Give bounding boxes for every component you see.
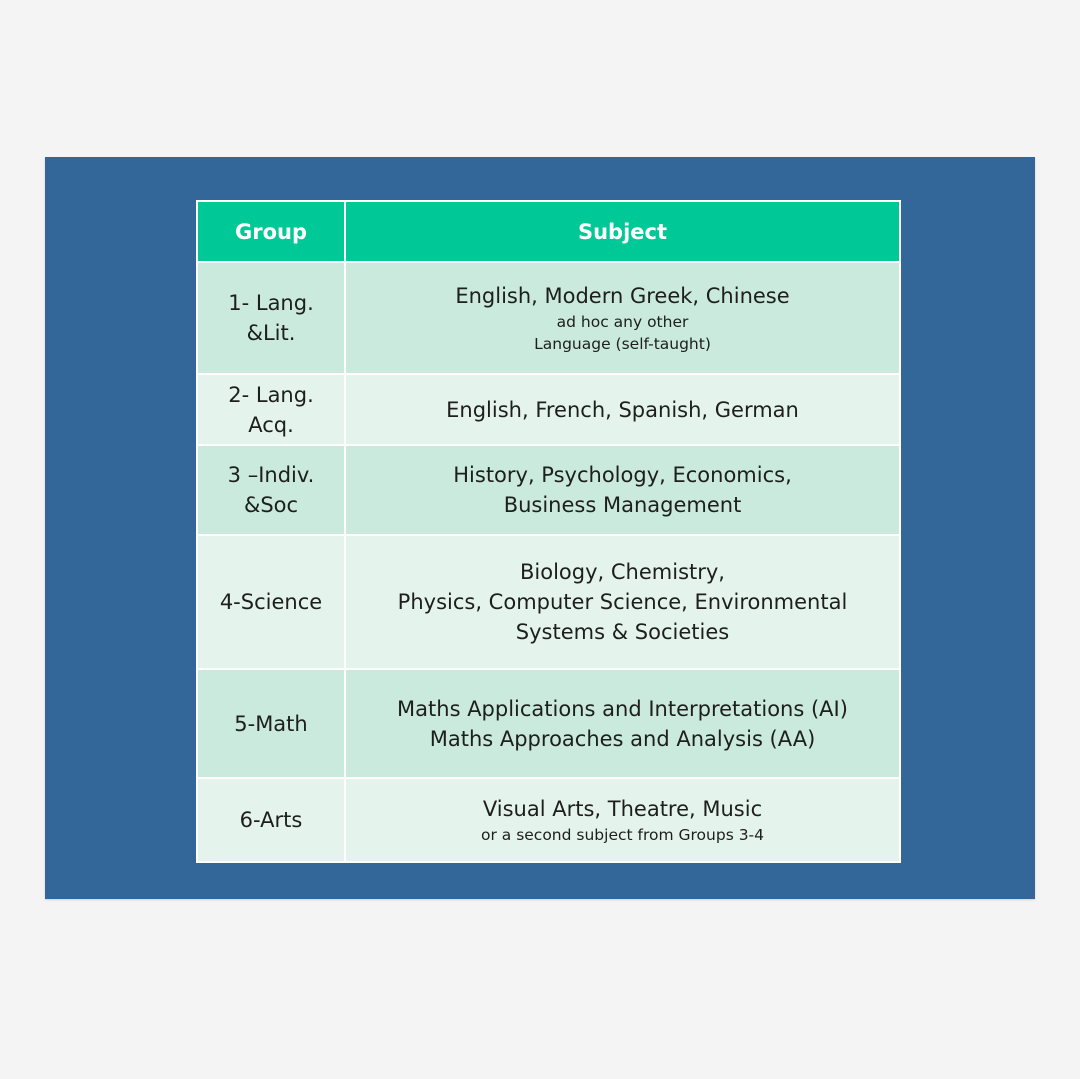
table-row — [197, 374, 900, 445]
group-cell — [197, 445, 345, 535]
subject-text: Maths Applications and Interpretations (AI) — [397, 696, 848, 721]
table-header-row — [197, 201, 900, 262]
table-row — [197, 778, 900, 862]
group-cell — [197, 778, 345, 862]
subject-text: English, Modern Greek, Chinese — [455, 284, 790, 308]
group-label: 4-Science — [219, 590, 323, 614]
group-column-header: Group — [197, 201, 345, 262]
table-row — [197, 535, 900, 669]
subject-text: History, Psychology, Economics, — [453, 463, 792, 487]
subject-cell — [345, 535, 900, 669]
group-label: 5-Math — [234, 711, 308, 736]
subject-text: Physics, Computer Science, Environmental — [397, 590, 848, 614]
table-row — [197, 669, 900, 778]
table-row — [197, 445, 900, 535]
subject-cell — [345, 445, 900, 535]
subject-note: Language (self-taught) — [534, 335, 711, 353]
subject-cell — [345, 778, 900, 862]
group-cell — [197, 669, 345, 778]
subject-text: Business Management — [503, 493, 742, 517]
group-label: &Lit. — [246, 321, 296, 345]
subject-cell — [345, 374, 900, 445]
group-label: 6-Arts — [239, 808, 303, 832]
group-cell — [197, 262, 345, 374]
subject-text: Systems & Societies — [515, 620, 730, 644]
subject-cell — [345, 669, 900, 778]
slide — [45, 157, 1035, 899]
subject-text: Biology, Chemistry, — [520, 560, 725, 584]
table-row — [197, 262, 900, 374]
subject-column-header: Subject — [345, 201, 900, 262]
subject-text: English, French, Spanish, German — [446, 397, 799, 422]
subject-cell — [345, 262, 900, 374]
group-label: 1- Lang. — [228, 291, 314, 315]
subject-note: ad hoc any other — [556, 313, 689, 331]
group-label: &Soc — [243, 493, 299, 517]
subject-text: Maths Approaches and Analysis (AA) — [429, 726, 816, 751]
group-label: 3 –Indiv. — [227, 463, 315, 487]
group-cell — [197, 535, 345, 669]
group-cell — [197, 374, 345, 445]
subject-note: or a second subject from Groups 3-4 — [480, 826, 765, 844]
group-label: 2- Lang. — [228, 382, 314, 407]
group-label: Acq. — [248, 412, 294, 437]
subject-groups-table — [196, 200, 901, 863]
subject-text: Visual Arts, Theatre, Music — [482, 797, 763, 821]
